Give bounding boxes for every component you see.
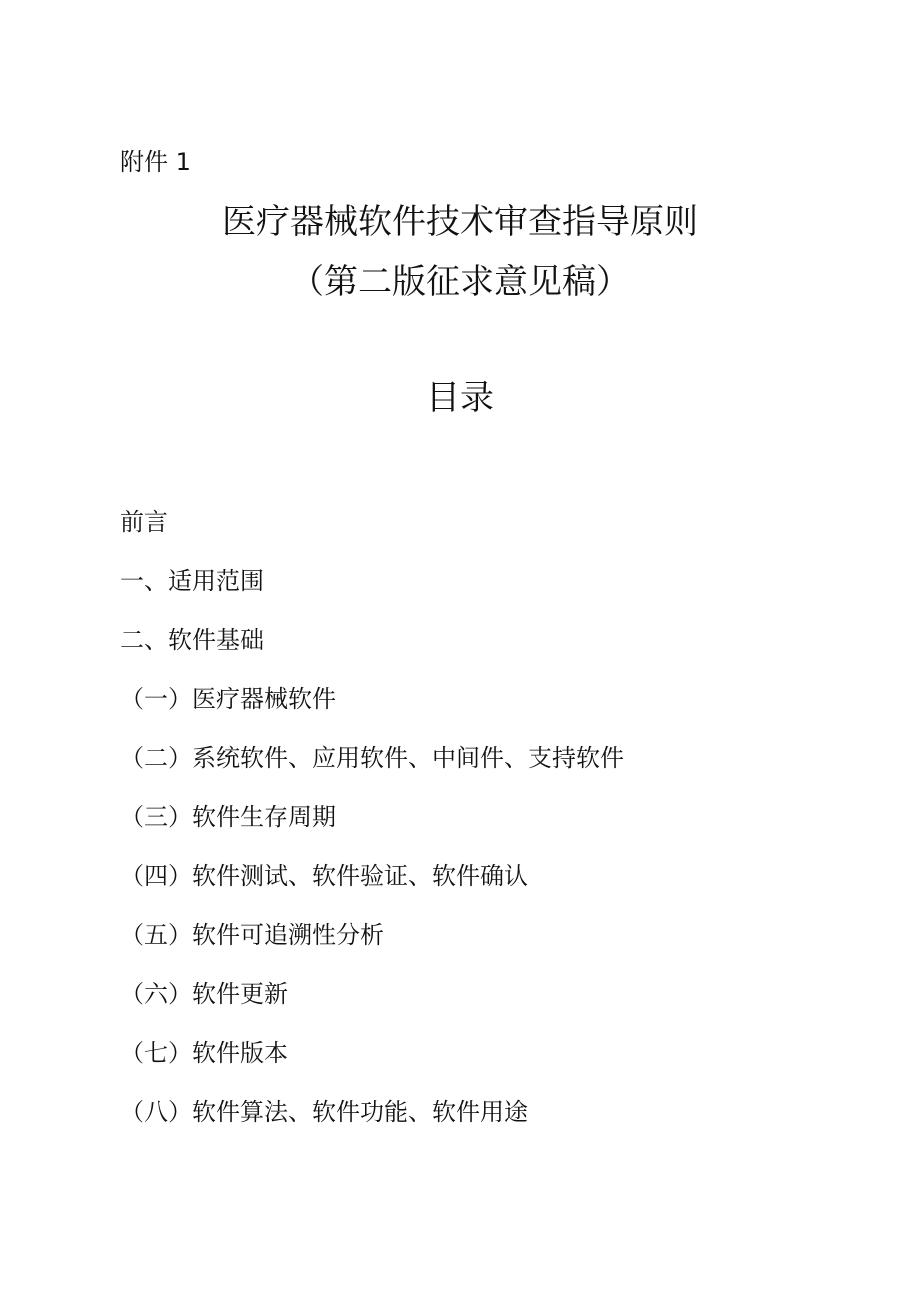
- toc-item-software-basics: 二、软件基础: [120, 626, 264, 654]
- document-title: 医疗器械软件技术审查指导原则: [222, 202, 698, 242]
- toc-item-software-lifecycle: （三）软件生存周期: [120, 803, 336, 831]
- toc-item-scope: 一、适用范围: [120, 567, 264, 595]
- table-of-contents: [120, 505, 624, 1154]
- toc-item-medical-device-software: （一）医疗器械软件: [120, 685, 336, 713]
- toc-item-traceability: （五）软件可追溯性分析: [120, 921, 384, 949]
- toc-item-software-version: （七）软件版本: [120, 1039, 288, 1067]
- toc-item-algorithm-function-use: （八）软件算法、软件功能、软件用途: [120, 1098, 528, 1126]
- document-subtitle: （第二版征求意见稿）: [290, 262, 630, 302]
- toc-item-software-testing: （四）软件测试、软件验证、软件确认: [120, 862, 528, 890]
- toc-item-preface: 前言: [120, 508, 168, 536]
- toc-item-software-types: （二）系统软件、应用软件、中间件、支持软件: [120, 744, 624, 772]
- toc-item-software-update: （六）软件更新: [120, 980, 288, 1008]
- toc-heading: 目录: [426, 378, 494, 418]
- attachment-label: 附件 1: [120, 148, 191, 176]
